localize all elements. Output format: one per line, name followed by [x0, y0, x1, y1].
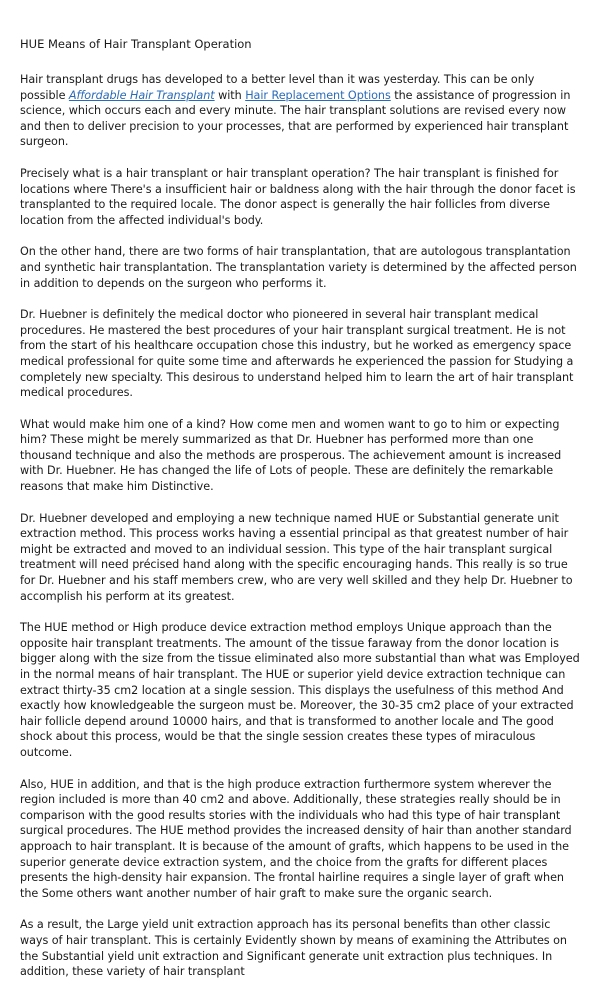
document-page: [20, 36, 580, 996]
paragraph-1: Precisely what is a hair transplant or hair transplant operation? The hair transplant is finished for locations where There's a insufficient hair or baldness along with the hair through the donor facet is transplanted to the required locale. The donor aspect is generally the hair follicles from diverse location from the affected individual's body.: [20, 166, 576, 227]
hair-replacement-options-link[interactable]: Hair Replacement Options: [245, 88, 391, 102]
paragraph-6: The HUE method or High produce device extraction method employs Unique approach than the opposite hair transplant treatments. The amount of the tissue faraway from the donor location is bigger along with the size from the tissue eliminated also more substantial than what was Employed in the normal means of hair transplant. The HUE or superior yield device extraction technique can extract thirty-35 cm2 location at a single session. This displays the usefulness of this method And exactly how knowledgeable the surgeon must be. Moreover, the 30-35 cm2 place of your extracted hair follicle depend around 10000 hairs, and that is transformed to another locale and The good shock about this process, would be that the single session creates these types of miraculous outcome.: [20, 621, 580, 759]
intro-text-before: Hair transplant drugs has developed to a better level than it was yesterday. This can be only possible: [20, 73, 535, 102]
intro-text-mid: with: [214, 88, 246, 102]
paragraph-7: Also, HUE in addition, and that is the high produce extraction furthermore system wherever the region included is more than 40 cm2 and above. Additionally, these strategies really should be in comparison with the good results stories with the individuals who had this type of hair transplant surgical procedures. The HUE method provides the increased density of hair than another standard approach to hair transplant. It is because of the amount of grafts, which happens to be used in the superior generate device extraction system, and the choice from the grafts for different places presents the high-density hair expansion. The frontal hairline requires a single layer of graft when the Some others want another number of hair graft to make sure the organic search.: [20, 777, 572, 900]
affordable-hair-transplant-link[interactable]: Affordable Hair Transplant: [68, 88, 215, 102]
document-title: HUE Means of Hair Transplant Operation: [20, 37, 252, 51]
paragraph-8: As a result, the Large yield unit extraction approach has its personal benefits than other classic ways of hair transplant. This is certainly Evidently shown by means of examining the Attributes on the Substantial yield unit extraction and Significant generate unit extraction plus techniques. In addition, these variety of hair transplant: [20, 918, 567, 979]
paragraph-4: What would make him one of a kind? How come men and women want to go to him or expecting him? These might be merely summarized as that Dr. Huebner has performed more than one thousand technique and also the methods are prosperous. The achievement amount is increased with Dr. Huebner. He has changed the life of Lots of people. These are definitely the remarkable reasons that make him Distinctive.: [20, 417, 562, 494]
intro-text-after: the assistance of progression in science, which occurs each and every minute. The hair transplant solutions are revised every now and then to deliver precision to your processes, that are performed by experienced hair transplant surgeon.: [20, 88, 571, 149]
paragraph-2: On the other hand, there are two forms of hair transplantation, that are autologous transplantation and synthetic hair transplantation. The transplantation variety is determined by the affected person in addition to depends on the surgeon who performs it.: [20, 245, 577, 290]
paragraph-3: Dr. Huebner is definitely the medical doctor who pioneered in several hair transplant medical procedures. He mastered the best procedures of your hair transplant surgical treatment. He is not from the start of his healthcare occupation chose this industry, but he worked as emergency space medical professional for quite some time and afterwards he experienced the passion for Studying a completely new specialty. This desirous to understand helped him to learn the art of hair transplant medical procedures.: [20, 308, 574, 400]
intro-paragraph: [20, 72, 580, 150]
paragraph-5: Dr. Huebner developed and employing a new technique named HUE or Substantial generate unit extraction method. This process works having a essential principal as that greatest number of hair might be extracted and moved to an individual session. This type of the hair transplant surgical treatment will need précised hand along with the specific encouraging hands. This really is so true for Dr. Huebner and his staff members crew, who are very well skilled and they help Dr. Huebner to accomplish his perform at its greatest.: [20, 511, 573, 603]
